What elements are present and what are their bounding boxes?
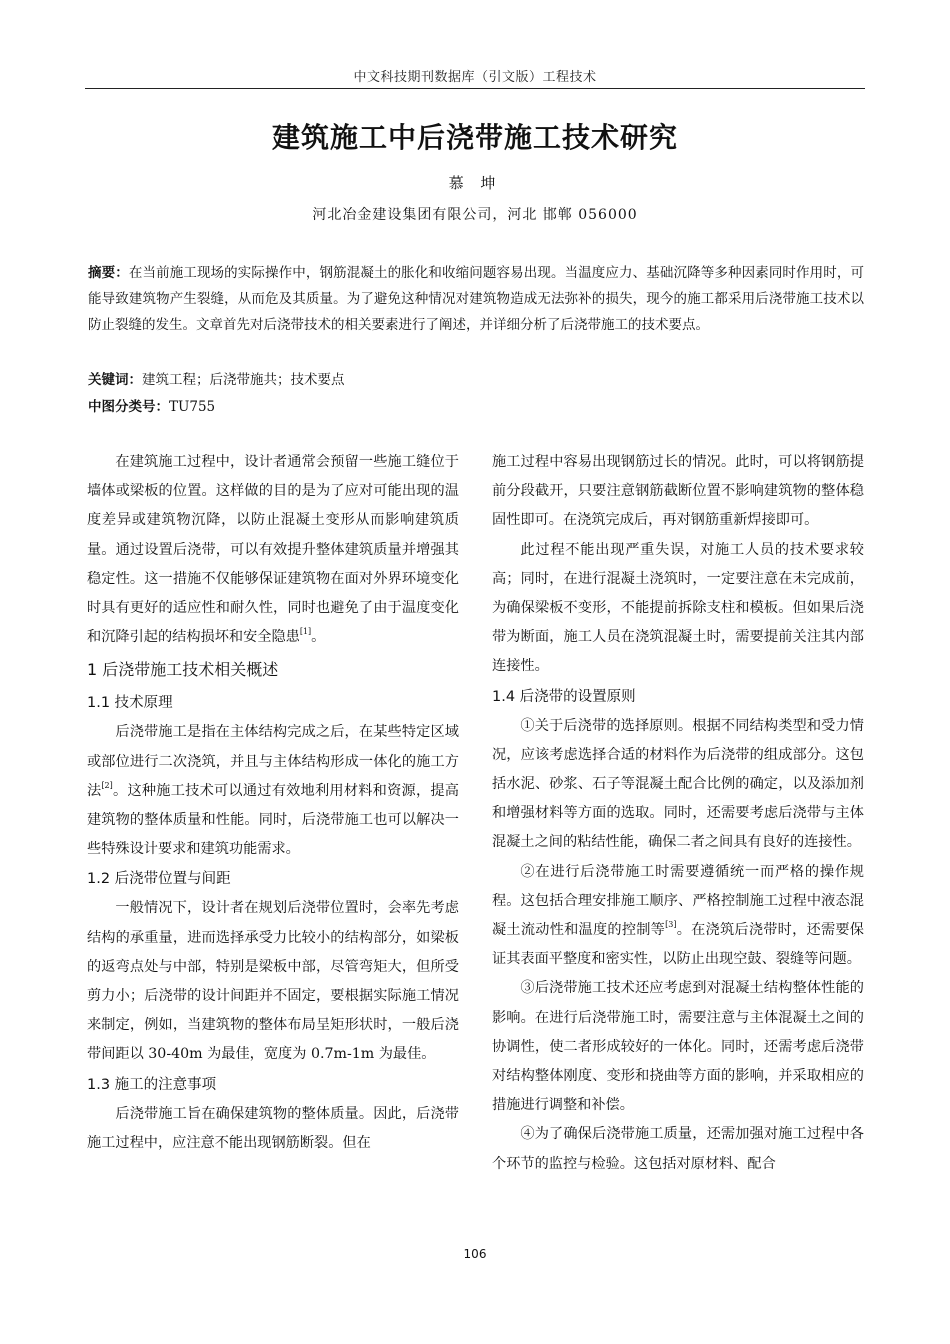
keywords [88,368,864,388]
classification-label: 中图分类号： [88,399,169,415]
section-1-4-item-4: ④为了确保后浇带施工质量，还需加强对施工过程中各个环节的监控与检验。这包括对原材料、配合 [492,1126,864,1172]
citation-1: [1] [299,627,312,637]
section-1-4-item-2-text-a: ②在进行后浇带施工时需要遵循统一而严格的操作规程。这包括合理安排施工顺序、严格控制施工过程中液态混凝土流动性和温度的控制等 [492,863,864,939]
section-1-4-item-1: ①关于后浇带的选择原则。根据不同结构类型和受力情况，应该考虑选择合适的材料作为后浇带的组成部分。这包括水泥、砂浆、石子等混凝土配合比例的确定，以及添加剂和增强材料等方面的选取。同时，还需要考虑后浇带与主体混凝土之间的粘结性能，确保二者之间具有良好的连接性。 [492,717,864,851]
intro-text: 在建筑施工过程中，设计者通常会预留一些施工缝位于墙体或梁板的位置。这样做的目的是为了应对可能出现的温度差异或建筑物沉降，以防止混凝土变形从而影响建筑质量。通过设置后浇带，可以有效提升整体建筑质量并增强其稳定性。这一措施不仅能够保证建筑物在面对外界环境变化时具有更好的适应性和耐久性，同时也避免了由于温度变化和沉降引起的结构损坏和安全隐患 [87,454,459,646]
keywords-label: 关键词： [88,372,142,388]
left-column [87,448,459,1158]
keywords-text: 建筑工程；后浇带施共；技术要点 [142,372,345,388]
journal-header: 中文科技期刊数据库（引文版）工程技术 [353,70,597,85]
author-affiliation: 河北冶金建设集团有限公司，河北 邯郸 056000 [312,207,638,223]
section-1-1-heading: 1.1 技术原理 [87,695,173,712]
section-1-2-paragraph: 一般情况下，设计者在规划后浇带位置时，会率先考虑结构的承重量，进而选择承受力比较小的结构部分，如梁板的返弯点处与中部，特别是梁板中部，尽管弯矩大，但所受剪力小；后浇带的设计间距并不固定，要根据实际施工情况来制定，例如，当建筑物的整体布局呈矩形状时，一般后浇带间距以 30-40m 为最佳，宽度为 0.7m-1m 为最佳。 [87,900,459,1063]
abstract-text: 在当前施工现场的实际操作中，钢筋混凝土的胀化和收缩问题容易出现。当温度应力、基础沉降等多种因素同时作用时，可能导致建筑物产生裂缝，从而危及其质量。为了避免这种情况对建筑物造成无法弥补的损失，现今的施工都采用后浇带施工技术以防止裂缝的发生。文章首先对后浇带技术的相关要素进行了阐述，并详细分析了后浇带施工的技术要点。 [88,265,865,333]
abstract-label: 摘要： [88,265,129,281]
classification-code: TU755 [169,399,216,415]
section-1-3-heading: 1.3 施工的注意事项 [87,1076,217,1093]
section-1-heading: 1 后浇带施工技术相关概述 [87,660,279,680]
header-divider [85,88,865,89]
article-title: 建筑施工中后浇带施工技术研究 [271,121,678,154]
right-column [492,448,864,1179]
intro-end: 。 [311,629,326,646]
classification [88,395,864,415]
page-number: 106 [463,1247,487,1261]
section-1-4-item-2-text-b: 。在浇筑后浇带时，还需要保证其表面平整度和密实性，以防止出现空鼓、裂缝等问题。 [492,922,864,968]
section-1-2-heading: 1.2 后浇带位置与间距 [87,871,231,888]
section-1-1-text-a: 后浇带施工是指在主体结构完成之后，在某些特定区域或部位进行二次浇筑，并且与主体结构形成一体化的施工方法 [87,724,459,799]
section-1-3-paragraph-b: 此过程不能出现严重失误，对施工人员的技术要求较高；同时，在进行混凝土浇筑时，一定要注意在未完成前，为确保梁板不变形，不能提前拆除支柱和模板。但如果后浇带为断面，施工人员在浇筑混凝土时，需要提前关注其内部连接性。 [492,541,864,675]
intro-paragraph [87,448,459,652]
section-1-3-paragraph-a: 后浇带施工旨在确保建筑物的整体质量。因此，后浇带施工过程中，应注意不能出现钢筋断裂。但在 [87,1105,459,1151]
citation-2: [2] [101,780,113,790]
section-1-1-paragraph [87,718,459,864]
section-1-1-text-b: 。这种施工技术可以通过有效地利用材料和资源，提高建筑物的整体质量和性能。同时，后浇带施工也可以解决一些特殊设计要求和建筑功能需求。 [87,782,459,858]
abstract [88,260,864,338]
section-1-4-item-3: ③后浇带施工技术还应考虑到对混凝土结构整体性能的影响。在进行后浇带施工时，需要注意与主体混凝土之间的协调性，使二者形成较好的一体化。同时，还需考虑后浇带对结构整体刚度、变形和挠曲等方面的影响，并采取相应的措施进行调整和补偿。 [492,980,864,1114]
section-1-4-heading: 1.4 后浇带的设置原则 [492,688,636,705]
section-1-4-item-2 [492,858,864,975]
section-1-3-paragraph-continued: 施工过程中容易出现钢筋过长的情况。此时，可以将钢筋提前分段截开，只要注意钢筋截断位置不影响建筑物的整体稳固性即可。在浇筑完成后，再对钢筋重新焊接即可。 [492,454,864,529]
author-name: 慕 坤 [448,174,502,192]
citation-3: [3] [665,920,677,930]
